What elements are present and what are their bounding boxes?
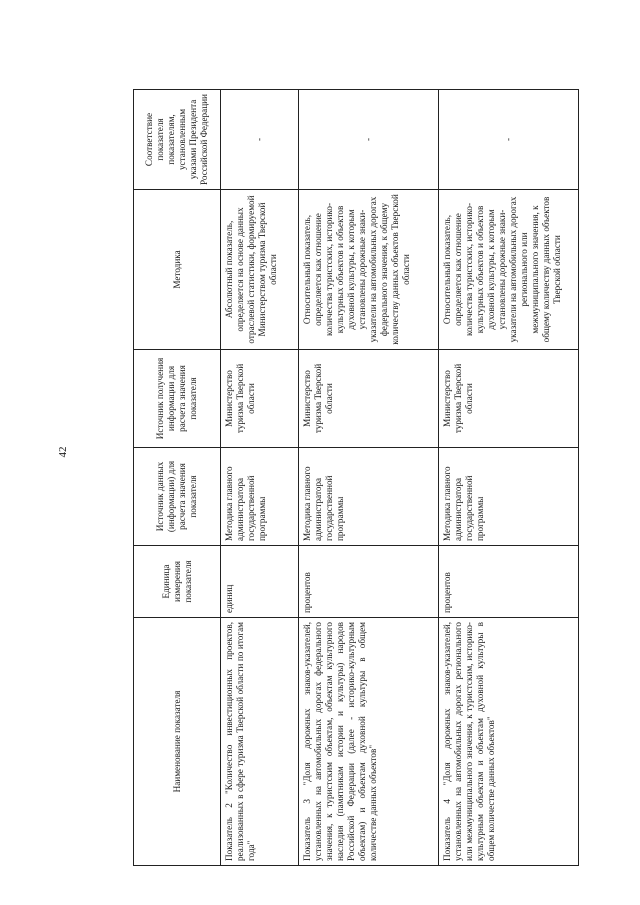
info-source-cell: Министерство туризма Тверской области [221, 350, 299, 448]
unit-cell: процентов [299, 546, 439, 618]
unit-cell: процентов [439, 546, 579, 618]
table-header-row [134, 90, 221, 866]
header-data-source: Источник данных (информации) для расчета значения показателя [134, 448, 221, 546]
indicator-name-cell: Показатель 4 "Доля дорожных знаков-указателей, установленных на автомобильных дорогах регионального или межмуниципального значения, к туристским, историко-культурным объектам и объектам духовной культуры в общем количестве данных объектов" [439, 618, 579, 866]
info-source-cell: Министерство туризма Тверской области [439, 350, 579, 448]
indicator-methodology-table [133, 89, 579, 866]
indicator-name-cell: Показатель 2 "Количество инвестиционных проектов, реализованных в сфере туризма Тверской области по итогам года" [221, 618, 299, 866]
page-number: 42 [57, 446, 69, 458]
table-rotation-frame [133, 90, 571, 866]
table-row [439, 90, 579, 866]
table-row [221, 90, 299, 866]
method-cell: Абсолютный показатель, определяется на основе данных отраслевой статистики, формируемой Министерством туризма Тверской области [221, 190, 299, 350]
compliance-cell: - [439, 90, 579, 190]
header-info-source: Источник получения информации для расчета значения показателя [134, 350, 221, 448]
compliance-cell: - [221, 90, 299, 190]
table-row [299, 90, 439, 866]
header-unit: Единица измерения показателя [134, 546, 221, 618]
unit-cell: единиц [221, 546, 299, 618]
data-source-cell: Методика главного администратора государственной программы [221, 448, 299, 546]
header-compliance: Соответствие показателя показателям, установленным указами Президента Российской Федерации [134, 90, 221, 190]
method-cell: Относительный показатель, определяется как отношение количества туристских, историко-культурных объектов и объектов духовной культуры, к которым установлены дорожные знаки-указатели на автомобильных дорогах регионального или межмуниципального значения, к общему количеству данных объектов Тверской области [439, 190, 579, 350]
data-source-cell: Методика главного администратора государственной программы [439, 448, 579, 546]
data-source-cell: Методика главного администратора государственной программы [299, 448, 439, 546]
info-source-cell: Министерство туризма Тверской области [299, 350, 439, 448]
indicator-name-cell: Показатель 3 "Доля дорожных знаков-указателей, установленных на автомобильных дорогах федерального значения, к туристским объектам, объектам культурного наследия (памятникам истории и культуры) народов Российской Федерации (далее - историко-культурным объектам) и объектам духовной культуры в общем количестве данных объектов" [299, 618, 439, 866]
method-cell: Относительный показатель, определяется как отношение количества туристских, историко-культурных объектов и объектов духовной культуры, к которым установлены дорожные знаки-указатели на автомобильных дорогах федерального значения, к общему количеству данных объектов Тверской области [299, 190, 439, 350]
header-method: Методика [134, 190, 221, 350]
compliance-cell: - [299, 90, 439, 190]
header-indicator-name: Наименование показателя [134, 618, 221, 866]
